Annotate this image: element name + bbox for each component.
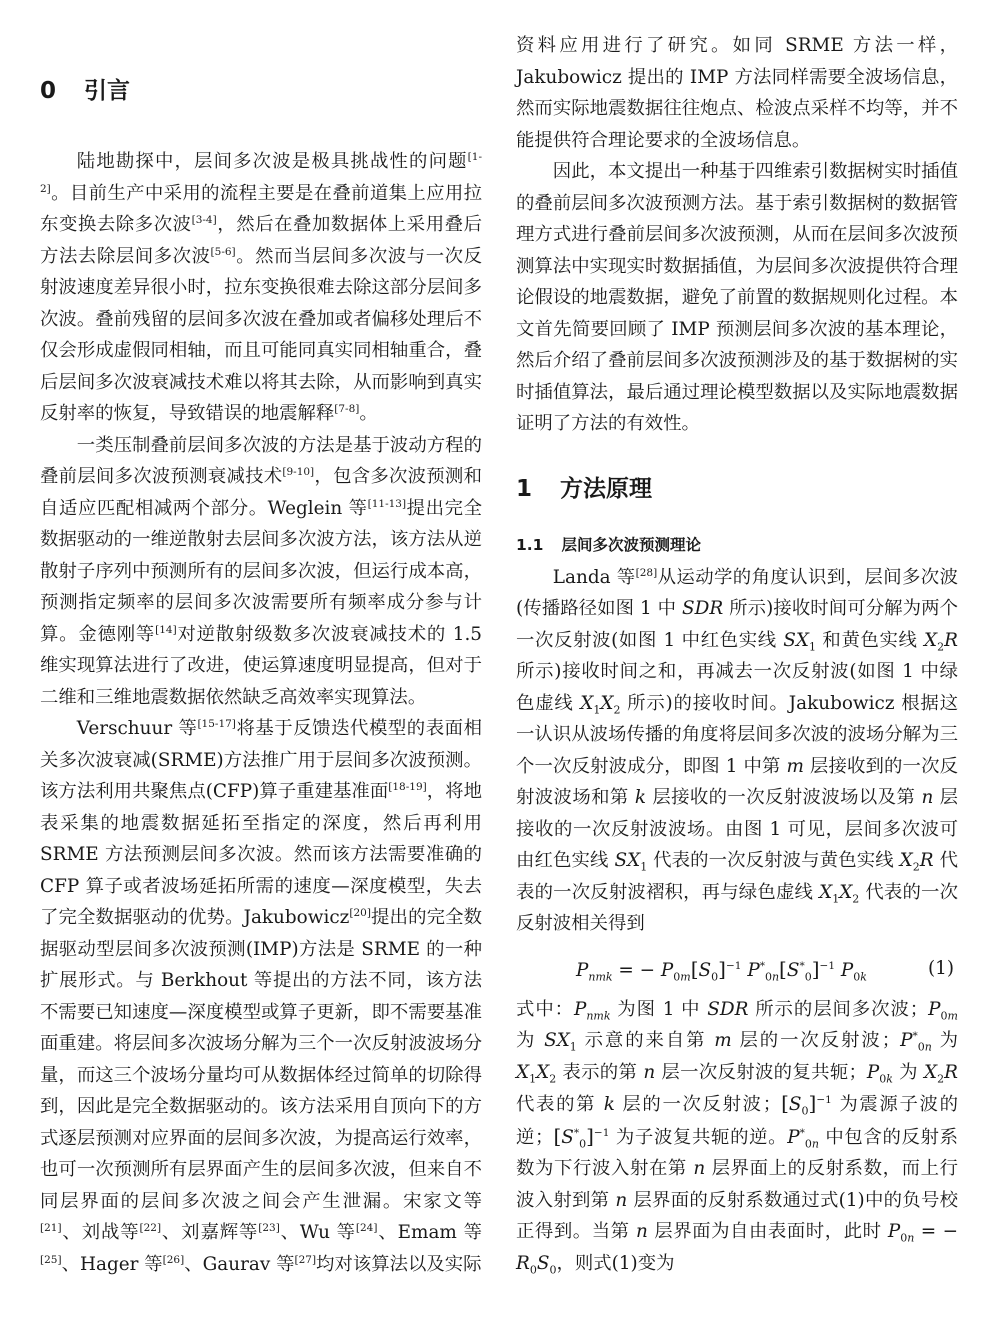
section-number: 1 bbox=[516, 475, 533, 502]
equation-number: (1) bbox=[927, 957, 954, 979]
citation: [5-6] bbox=[210, 245, 236, 258]
section-number: 0 bbox=[40, 78, 57, 104]
paragraph: 因此，本文提出一种基于四维索引数据树实时插值的叠前层间多次波预测方法。基于索引数据树的数据管理方式进行叠前层间多次波预测，从而在层间多次波预测算法中实现实时数据插值，为层间多次波提供符合理论假设的地震数据，避免了前置的数据规则化过程。本文首先简要回顾了 IMP 预测层间多次波的基本理论，然后介绍了叠前层间多次波预测涉及的基于数据树的实时插值算法，最后通过理论模型数据以及实际地震数据证明了方法的有效性。 bbox=[516, 161, 958, 434]
citation: [14] bbox=[155, 623, 177, 636]
subsection-title: 层间多次波预测理论 bbox=[561, 535, 701, 554]
citation: [1-2] bbox=[40, 150, 482, 195]
citation: [22] bbox=[139, 1221, 162, 1234]
citation: [24] bbox=[355, 1221, 378, 1234]
citation: [27] bbox=[294, 1253, 317, 1266]
paragraph: 资料应用进行了研究。如同 SRME 方法一样，Jakubowicz 提出的 IMP 方法同样需要全波场信息，然而实际地震数据往往炮点、检波点采样不均等，并不能提供符合理论要求的全波场信息。 bbox=[516, 35, 958, 151]
subsection-number: 1.1 bbox=[516, 535, 544, 554]
section-1-heading bbox=[516, 474, 958, 504]
citation: [3-4] bbox=[191, 213, 217, 226]
citation: [18-19] bbox=[388, 780, 427, 793]
section-title: 方法原理 bbox=[560, 475, 653, 502]
citation: [7-8] bbox=[334, 402, 360, 415]
section-0-heading bbox=[40, 76, 482, 106]
left-column bbox=[40, 30, 482, 1280]
citation: [21] bbox=[40, 1221, 62, 1234]
paragraph: Verschuur 等[15-17]将基于反馈迭代模型的表面相关多次波衰减(SRME)方法推广用于层间多次波预测。该方法利用共聚焦点(CFP)算子重建基准面[18-19]，将地表采集的地震数据延拓至指定的深度，然后再利用 SRME 方法预测层间多次波。然而该方法需要准确的 CFP 算子或者波场延拓所需的速度—深度模型，失去了完全数据驱动的优势。Jakubowicz[20]提出的完全数据驱动型层间多次波预测(IMP)方法是 SRME 的一种扩展形式。与 Berkhout 等提出的方法不同，该方法不需要已知速度—深度模型或算子更新，即不需要基准面重建。将层间多次波场分解为三个一次反射波波场分量，而这三个波场分量均可从数据体经过简单的切除得到，因此是完全数据驱动的。该方法采用自顶向下的方式逐层预测对应界面的层间多次波，为提高运行效率，也可一次预测所有层界面产生的层间多次波，但来自不同层界面的层间多次波之间会产生泄漏。宋家文等[21]、刘战等[22]、刘嘉辉等[23]、Wu 等[24]、Emam 等[25]、Hager 等[26]、Gaurav 等[27]均对该算法以及实际 bbox=[40, 717, 482, 1275]
citation: [15-17] bbox=[197, 717, 236, 730]
citation: [25] bbox=[40, 1253, 62, 1266]
citation: [26] bbox=[162, 1253, 185, 1266]
citation: [28] bbox=[635, 566, 658, 579]
paragraph: 陆地勘探中，层间多次波是极具挑战性的问题[1-2]。目前生产中采用的流程主要是在叠前道集上应用拉东变换去除多次波[3-4]，然后在叠加数据体上采用叠后方法去除层间多次波[5-6]。然而当层间多次波与一次反射波速度差异很小时，拉东变换很难去除这部分层间多次波。叠前残留的层间多次波在叠加或者偏移处理后不仅会形成虚假同相轴，而且可能同真实同相轴重合，叠后层间多次波衰减技术难以将其去除，从而影响到真实反射率的恢复，导致错误的地震解释[7-8]。 bbox=[40, 150, 482, 424]
citation: [11-13] bbox=[367, 497, 407, 510]
equation-1: $P_{nmk}$ = − $P_{0m}[S_0]^{-1}$ $P^*_{0n}[S^*_0]^{-1}$ $P_{0k}$ (1) bbox=[516, 952, 958, 986]
paragraph: Landa 等[28]从运动学的角度认识到，层间多次波(传播路径如图 1 中 SDR 所示)接收时间可分解为两个一次反射波(如图 1 中红色实线 $SX_1$ 和黄色实线 $X_2R$ 所示)接收时间之和，再减去一次反射波(如图 1 中绿色虚线 $X_1X_2$ 所示)的接收时间。Jakubowicz 根据这一认识从波场传播的角度将层间多次波的波场分解为三个一次反射波成分，即图 1 中第 m 层接收到的一次反射波波场和第 k 层接收的一次反射波波场以及第 n 层接收的一次反射波波场。由图 1 可见，层间多次波可由红色实线 $SX_1$ 代表的一次反射波与黄色实线 $X_2R$ 代表的一次反射波褶积，再与绿色虚线 $X_1X_2$ 代表的一次反射波相关得到 bbox=[516, 566, 958, 934]
section-title: 引言 bbox=[84, 78, 131, 104]
right-column bbox=[516, 30, 958, 1279]
citation: [23] bbox=[258, 1221, 280, 1234]
paragraph: 式中：$P_{nmk}$ 为图 1 中 SDR 所示的层间多次波；$P_{0m}$ 为 $SX_1$ 示意的来自第 m 层的一次反射波；$P^*_{0n}$ 为 $X_1X_2$ 表示的第 n 层一次反射波的复共轭；$P_{0k}$ 为 $X_2R$ 代表的第 k 层的一次反射波；$[S_0]^{-1}$ 为震源子波的逆；$[S^*_0]^{-1}$ 为子波复共轭的逆。$P^*_{0n}$ 中包含的反射系数为下行波入射在第 n 层界面上的反射系数，而上行波入射到第 n 层界面的反射系数通过式(1)中的负号校正得到。当第 n 层界面为自由表面时，此时 $P_{0n}$ = − $R_0S_0$，则式(1)变为 bbox=[516, 998, 958, 1277]
citation: [20] bbox=[349, 906, 371, 919]
paragraph: 一类压制叠前层间多次波的方法是基于波动方程的叠前层间多次波预测衰减技术[9-10]，包含多次波预测和自适应匹配相减两个部分。Weglein 等[11-13]提出完全数据驱动的一维逆散射去层间多次波方法，该方法从逆散射子序列中预测所有的层间多次波，但运行成本高，预测指定频率的层间多次波需要所有频率成分参与计算。金德刚等[14]对逆散射级数多次波衰减技术的 1.5 维实现算法进行了改进，使运算速度明显提高，但对于二维和三维地震数据依然缺乏高效率实现算法。 bbox=[40, 434, 482, 708]
citation: [9-10] bbox=[282, 465, 315, 478]
subsection-1-1-heading bbox=[516, 534, 958, 556]
